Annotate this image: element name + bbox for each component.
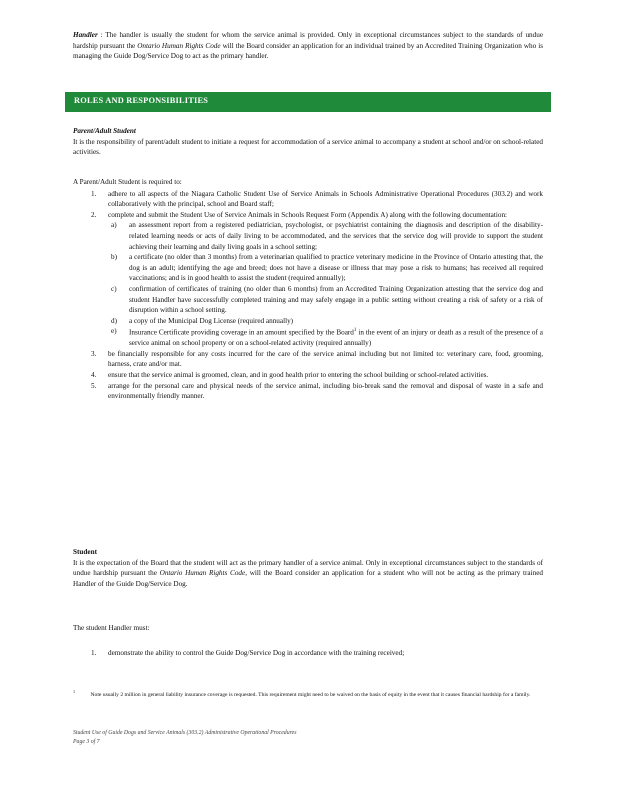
student-heading: Student	[73, 548, 97, 556]
footnote-text: Note usually 2 million in general liability insurance coverage is requested. This requirement might need to be waived on the basis of equity in the event that it causes financial hardship for a family.	[90, 691, 531, 698]
handler-text-2: will the Board consider an application for an individual trained by an Accredited Training Organization who is managing the Guide Dog/Service Dog to act as the primary handler.	[73, 41, 543, 61]
list-item: 4. ensure that the service animal is groomed, clean, and in good health prior to entering the school building or school-related activities.	[91, 371, 489, 380]
footer-document-title: Student Use of Guide Dogs and Service Animals (303.2) Administrative Operational Procedures	[73, 730, 297, 736]
parent-heading: Parent/Adult Student	[73, 127, 136, 135]
section-header: ROLES AND RESPONSIBILITIES	[74, 96, 209, 105]
parent-section	[73, 126, 543, 158]
parent-required-lead: A Parent/Adult Student is required to:	[73, 178, 182, 186]
page-footer	[73, 729, 543, 747]
list-item: c) confirmation of certificates of training (no older than 6 months) from an Accredited Training Organization attesting that the service dog and student Handler have successfully completed training and may safely engage in a public setting without creating a risk of safety or a risk of disruption within a school setting.	[111, 284, 543, 315]
student-intro: It is the expectation of the Board that the student will act as the primary handler of a service animal. Only in exceptional circumstances subject to the standards of undue hardship pursuant the Ontario Human Rights Code, will the Board consider an application for a student who will not be acting as the primary trained Handler of the Guide Dog/Service Dog.	[73, 558, 544, 588]
footnote	[73, 688, 543, 699]
parent-requirements	[73, 177, 543, 402]
handler-definition	[73, 30, 543, 62]
handler-term: Handler	[73, 31, 98, 39]
footer-page-number: Page 3 of 7	[73, 739, 100, 745]
section-header-bar	[65, 92, 551, 112]
student-must-lead: The student Handler must:	[73, 624, 150, 632]
list-item: 3. be financially responsible for any costs incurred for the care of the service animal including but not limited to: veterinary care, food, grooming, harness, crate and/or mat.	[91, 349, 543, 369]
parent-requirement-list	[73, 189, 543, 402]
student-section	[73, 547, 543, 589]
list-item: 1. demonstrate the ability to control the Guide Dog/Service Dog in accordance with the training received;	[91, 649, 405, 657]
ohrc-reference: Ontario Human Rights Code	[137, 41, 221, 50]
footnote-ref[interactable]: 1	[353, 328, 357, 334]
student-requirement-list	[73, 648, 543, 659]
footnote-mark: 1	[73, 689, 76, 694]
handler-text: : The handler is usually the student for whom the service animal is provided. Only in exceptional circumstances subject to the standards of undue hardship pursuant the	[73, 31, 544, 50]
list-item: b) a certificate (no older than 3 months) from a veterinarian qualified to practice veterinary medicine in the Province of Ontario attesting that, the dog is an adult; identifying the age and breed; does not have a disease or illness that may pose a risk to humans; has received all required vaccinations; and is in good health to assist the student (required annually);	[111, 253, 543, 283]
list-item: a) an assessment report from a registered pediatrician, psychologist, or psychiatrist containing the diagnosis and description of the disability-related learning needs or acts of daily living to be accommodated, and the services that the service dog will provide to support the student achieving their learning and daily living goals in a school setting;	[111, 221, 543, 251]
list-item: 5. arrange for the personal care and physical needs of the service animal, including bio-break sand the removal and disposal of waste in a safe and environmentally friendly manner.	[91, 381, 543, 401]
list-item: 2. complete and submit the Student Use of Service Animals in Schools Request Form (Appendix A) along with the following documentation: a) an assessment report from a registered pediatrician, psychologist, or psychiatrist containing the diagnosis and description of the disability-related learning needs or acts of daily living to be accommodated, and the services that the service dog will provide to support the student achieving their learning and daily living goals in a school setting; b) a certificate (no older than 3 months) from a veterinarian qualified to practice veterinary medicine in the Province of Ontario attesting that, the dog is an adult; identifying the age and breed; does not have a disease or illness that may pose a risk to humans; has received all required vaccinations; and is in good health to assist the student (required annually); c) confirmation of certificates of training (no older than 6 months) from an Accredited Training Organization attesting that the service dog and student Handler have successfully completed training and may safely engage in a public setting without creating a risk of safety or a risk of disruption within a school setting. d) a copy of the Municipal Dog License (required annually) e) Insurance Certificate providing coverage in an amount specified by the Board$^1$ in the event of an injury or death as a result of the presence of a service animal on school property or on a school-related activity (required annually)	[73, 210, 543, 349]
documentation-sublist	[73, 220, 543, 349]
student-requirements	[73, 648, 543, 659]
parent-intro: It is the responsibility of parent/adult student to initiate a request for accommodation of a service animal to accompany a student at school and/or on school-related activities.	[73, 137, 543, 157]
list-item: d) a copy of the Municipal Dog License (required annually)	[111, 316, 294, 325]
list-item: e) Insurance Certificate providing coverage in an amount specified by the Board$^1$ in the event of an injury or death as a result of the presence of a service animal on school property or on a school-related activity (required annually)	[111, 327, 543, 348]
list-item: 1. adhere to all aspects of the Niagara Catholic Student Use of Service Animals in Schools Administrative Operational Procedures (303.2) and work collaboratively with the principal, school and Board staff;	[91, 189, 543, 209]
